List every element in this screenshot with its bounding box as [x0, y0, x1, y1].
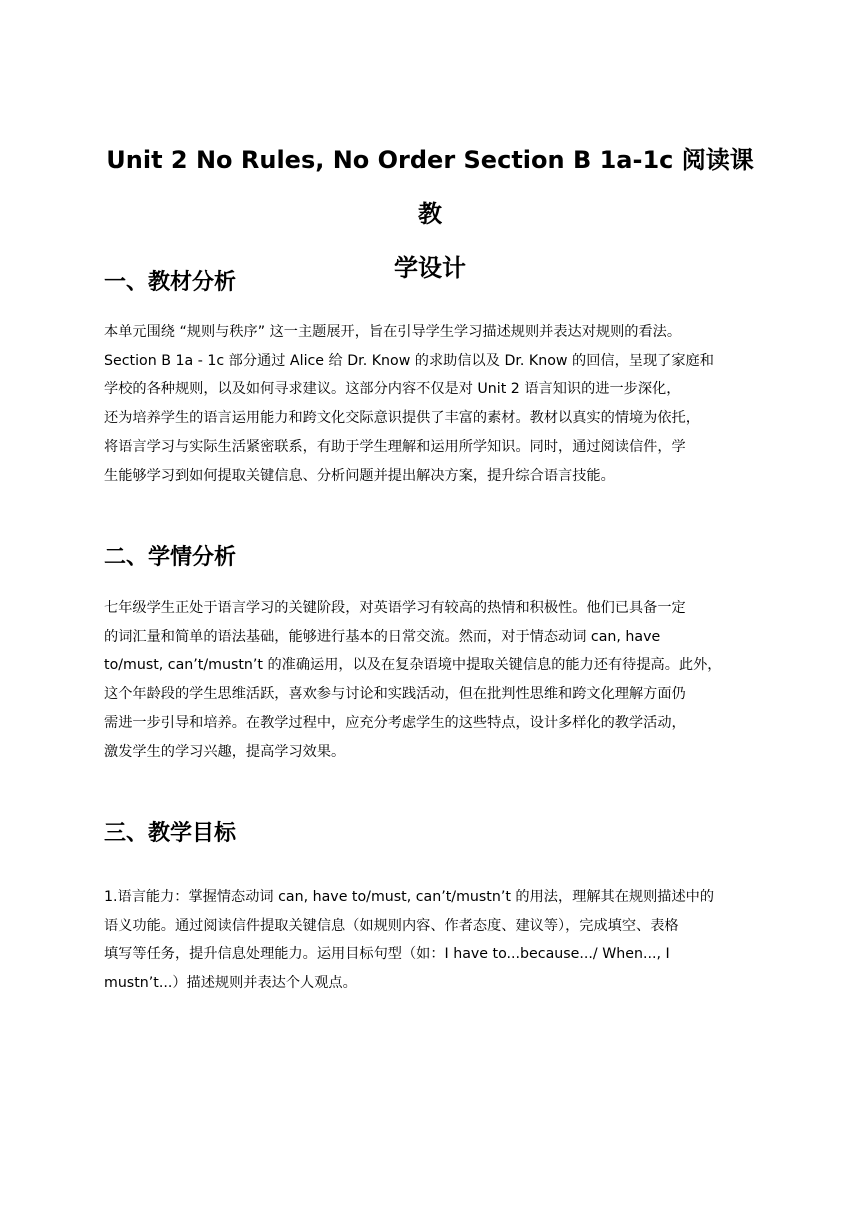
document-title-line-1: Unit 2 No Rules, No Order Section B 1a-1c 阅读课教	[106, 146, 754, 228]
paragraph-line: 的词汇量和简单的语法基础，能够进行基本的日常交流。然而，对于情态动词 can, have	[104, 628, 661, 645]
paragraph-line: 语义功能。通过阅读信件提取关键信息（如规则内容、作者态度、建议等），完成填空、表格	[104, 917, 679, 934]
paragraph-line: 还为培养学生的语言运用能力和跨文化交际意识提供了丰富的素材。教材以真实的情境为依托，	[104, 410, 700, 427]
section-paragraph-textbook-analysis	[104, 318, 764, 490]
paragraph-line: 1.语言能力：掌握情态动词 can, have to/must, can’t/mustn’t 的用法，理解其在规则描述中的	[104, 889, 715, 905]
paragraph-line: 七年级学生正处于语言学习的关键阶段，对英语学习有较高的热情和积极性。他们已具备一定	[104, 600, 686, 616]
section-paragraph-teaching-objectives	[104, 883, 764, 998]
paragraph-line: 激发学生的学习兴趣，提高学习效果。	[104, 743, 346, 760]
paragraph-line: 生能够学习到如何提取关键信息、分析问题并提出解决方案，提升综合语言技能。	[104, 467, 615, 484]
paragraph-line: 这个年龄段的学生思维活跃，喜欢参与讨论和实践活动，但在批判性思维和跨文化理解方面仍	[104, 686, 686, 703]
paragraph-line: to/must, can’t/mustn’t 的准确运用，以及在复杂语境中提取关键信息的能力还有待提高。此外，	[104, 657, 722, 674]
paragraph-line: 填写等任务，提升信息处理能力。运用目标句型（如：I have to...because.../ When..., I	[104, 946, 670, 963]
document-title-line-2: 学设计	[394, 254, 466, 282]
section-heading-learner-analysis: 二、学情分析	[104, 545, 237, 570]
paragraph-line: 需进一步引导和培养。在教学过程中，应充分考虑学生的这些特点，设计多样化的教学活动，	[104, 714, 686, 731]
paragraph-line: 将语言学习与实际生活紧密联系，有助于学生理解和运用所学知识。同时，通过阅读信件，学	[104, 438, 686, 455]
section-heading-teaching-objectives: 三、教学目标	[104, 821, 237, 846]
paragraph-line: mustn’t...）描述规则并表达个人观点。	[104, 975, 357, 992]
paragraph-line: Section B 1a - 1c 部分通过 Alice 给 Dr. Know 的求助信以及 Dr. Know 的回信，呈现了家庭和	[104, 352, 714, 369]
section-heading-textbook-analysis: 一、教材分析	[104, 270, 237, 295]
paragraph-line: 学校的各种规则，以及如何寻求建议。这部分内容不仅是对 Unit 2 语言知识的进一步深化，	[104, 381, 681, 398]
paragraph-line: 本单元围绕 “规则与秩序” 这一主题展开，旨在引导学生学习描述规则并表达对规则的看法。	[104, 324, 682, 340]
section-paragraph-learner-analysis	[104, 594, 764, 766]
